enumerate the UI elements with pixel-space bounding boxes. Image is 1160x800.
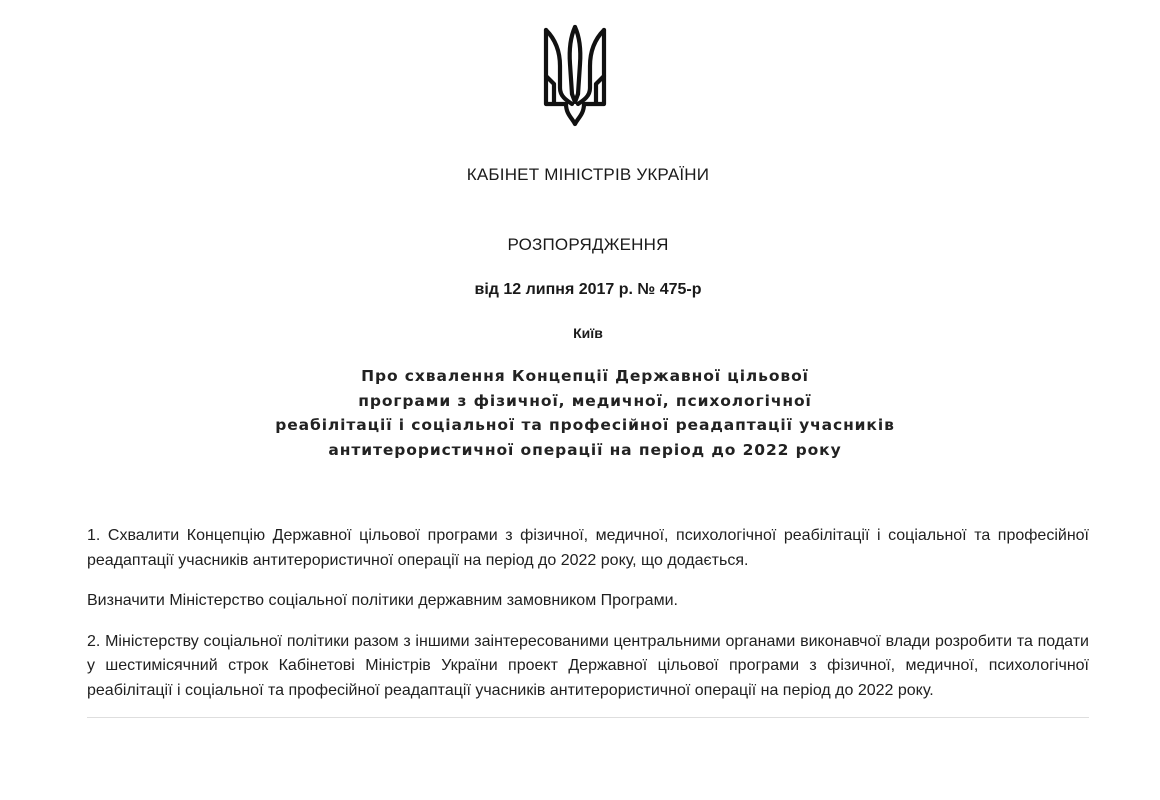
section-divider	[87, 717, 1089, 718]
body-paragraph: 2. Міністерству соціальної політики разом з іншими заінтересованими центральними органами виконавчої влади розробити та подати у шестимісячний строк Кабінетові Міністрів України проект Державної цільової програми з фізичної, медичної, психологічної реабілітації і соціальної та професійної реадаптації учасників антитерористичної операції на період до 2022 року.	[87, 632, 1089, 699]
ukraine-trident-icon	[542, 24, 608, 128]
authority-name: КАБІНЕТ МІНІСТРІВ УКРАЇНИ	[466, 165, 710, 184]
title-line: антитерористичної операції на період до 2022 року	[328, 440, 842, 459]
body-paragraph: Визначити Міністерство соціальної політики державним замовником Програми.	[87, 592, 678, 609]
title-line: Про схвалення Концепції Державної цільової	[361, 367, 809, 385]
title-line: реабілітації і соціальної та професійної реадаптації учасників	[275, 416, 895, 434]
document-type: РОЗПОРЯДЖЕННЯ	[507, 235, 669, 254]
document-title	[0, 364, 1160, 462]
body-paragraph: 1. Схвалити Концепцію Державної цільової програми з фізичної, медичної, психологічної реабілітації і соціальної та професійної реадаптації учасників антитерористичної операції на період до 2022 року, що додається.	[87, 527, 1089, 569]
title-line: програми з фізичної, медичної, психологічної	[358, 391, 812, 410]
document-body	[87, 524, 1089, 719]
document-date-number: від 12 липня 2017 р. № 475-р	[474, 281, 702, 298]
document-city: Київ	[573, 325, 603, 341]
